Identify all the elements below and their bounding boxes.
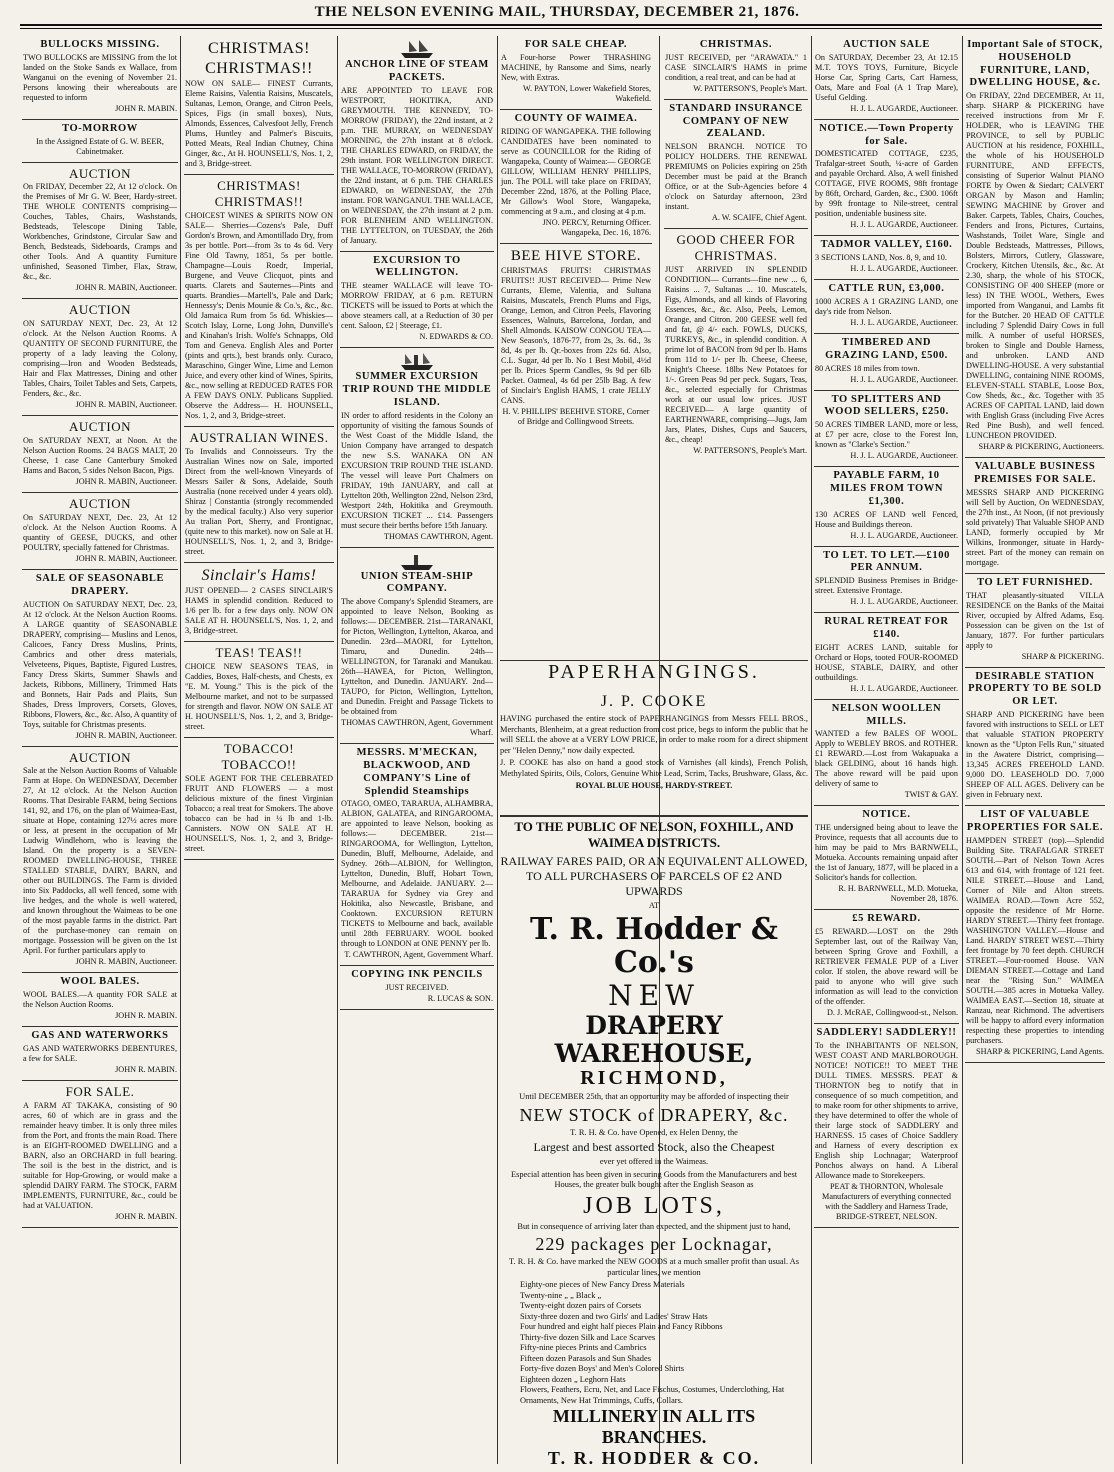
ad-signature: JOHN R. MABIN. xyxy=(115,103,177,113)
ad-body: NOW ON SALE— FINEST Currants, Eleme Raisins, Valentia Raisins, Muscatels, Sultanas, Lemon, Orange, and Citron Peels, Spices, Figs (in small boxes), Nuts, Almonds, Essences, Calvesfoot Jelly, French Plums, Huntley and Palmer's Biscuits, Potted Meats, Real Indian Chutney, China Ginger, &c., At H. HOUNSELL'S, Nos. 1, 2, and 3, Bridge-street. xyxy=(185,79,333,169)
list-item: Four hundred and eight half pieces Plain and Fancy Ribbons xyxy=(520,1322,723,1331)
hodder-job-lots: JOB LOTS, xyxy=(583,1192,725,1219)
ad-signature: JOHN R. MABIN. xyxy=(115,1065,177,1075)
ad-title: COPYING INK PENCILS xyxy=(351,969,483,981)
ad-title: UNION STEAM-SHIP COMPANY. xyxy=(360,570,474,595)
ad-title: PAYABLE FARM, 10 MILES FROM TOWN £1,300. xyxy=(829,470,944,507)
ad-body: IN order to afford residents in the Colony an opportunity of visiting the famous Sounds of the West Coast of the Middle Island, the Union Company have arranged to despatch the new S.S. WANAKA ON AN EXCURSION TRIP ROUND THE ISLAND. The vessel will leave Port Chalmers on FRIDAY, 19th JANUARY, and call at Lyttelton 20th, Wellington 22nd, Nelson 23rd, Westport 24th, Hokitika and Greymouth. EXCURSION TICKET ... £14. Passengers must secure their berths before 15th January. xyxy=(341,410,493,530)
ad-signature: H. J. L. AUGARDE, Auctioneer. xyxy=(850,103,958,113)
paperhangings-text-2: J. P. COOKE has also on hand a good stock of Varnishes (all kinds), French Polish, Methylated Spirits, Oils, Colors, Genuine White Lead, Scrim, Tacks, Brushware, Glass, &c. xyxy=(500,758,808,778)
ad-signature: T. CAWTHRON, Agent, Government Wharf. xyxy=(344,950,493,960)
advertisement xyxy=(22,36,178,120)
ad-body: JUST OPENED— 2 CASES SINCLAIR'S HAMS in splendid condition. Reduced to 1/6 per lb. for a few days only. NOW ON SALE AT H. HOUNSELL'S, Nos. 1, 2, and 3, Bridge-street. xyxy=(185,586,333,636)
column-7 xyxy=(965,36,1105,1464)
ad-body: JUST ARRIVED IN SPLENDID CONDITION— Currants—fine new ... 6, Raisins ... 7, Sultanas ... 10. Muscatels, Figs, Almonds, and all kinds of Flavoring Essences, &c., &c. Also, Peels, Lemon, Orange, and Citron. 200 GEESE well fed and fat, @ 4/- each. FOWLS, DUCKS, TURKEYS, &c., in splendid condition. A prime lot of BACON from 9d per lb. Hams from 11d to 1/- per lb. Cheese, Cheese, Knight's Cheese. 18lbs New Potatoes for 1/-. Green Peas 9d per peck. Sugars, Teas, &c., selected especially for Christmas work at our usual low prices. JUST RECEIVED— A large quantity of EARTHENWARE, comprising—Jugs, Jam Jars, Plates, Dishes, Cups and Saucers, &c., cheap! xyxy=(665,264,807,444)
ad-signature: R. LUCAS & SON. xyxy=(427,994,493,1004)
ad-signature: PEAT & THORNTON, Wholesale Manufacturers of everything connected with the Saddlery and Harness Trade, BRIDGE-STREET, NELSON. xyxy=(822,1181,951,1221)
paperhangings-text: HAVING purchased the entire stock of PAPERHANGINGS from Messrs FELL BROS., Merchants, Blenheim, at a great reduction from cost price, begs to inform the public that he will SELL the above at a VERY LOW PRICE, in order to make room for a direct shipment per "Helen Denny," now daily expected. xyxy=(500,714,808,755)
ad-body: MESSRS SHARP AND PICKERING will Sell by Auction, On WEDNESDAY, the 27th inst., At Noon, (if not previously sold privately) That Valuable SHOP AND LAND, formerly occupied by Mr Wilkins, Ironmonger, situate in Hardy-street. Part of the money can remain on mortgage. xyxy=(966,487,1104,567)
advertisement xyxy=(184,563,334,643)
ad-body: 80 ACRES 18 miles from town. xyxy=(815,363,920,373)
ad-body: CHRISTMAS FRUITS! CHRISTMAS FRUITS!! JUST RECEIVED— Prime New Currants, Eleme, Valentia, and Sultana Raisins, Muscatels, French Plums and Figs, Orange, Lemon, and Citron Peels, Flavoring Essences, Walnuts, Barcelona, Jordan, and Shell Almonds. KAISOW CONGOU TEA— New Season's, 1876-77, from 2s, 3s. 6d., 3s 8d, 4s per lb. Qr.-boxes from 22s 6d. Also, C.L. Sugar, 4d per lb. No 1 Best Mobil, 4½d per lb. Prices Sperm Candles, 9s 9d per 6lb Packet. Oatmeal, 4s 6d per 25lb Bag. A few of Sinclair's English HAMS, 1 crate JELLY CANS. xyxy=(501,265,651,405)
ad-title: TO SPLITTERS AND WOOD SELLERS, £250. xyxy=(824,393,949,418)
advertisement xyxy=(965,574,1105,668)
masthead-rule-thin xyxy=(20,28,1102,29)
ad-signature: SHARP & PICKERING, Land Agents. xyxy=(976,1046,1104,1056)
ad-body: SPLENDID Business Premises in Bridge-street. Extensive Frontage. xyxy=(815,576,958,596)
ad-body: SHARP AND PICKERING have been favored with instructions to SELL or LET that valuable STATION PROPERTY known as the "Upton Fells Run," situated in the Awatere District, comprising— 13,345 ACRES FREEHOLD LAND. 9,000 DO. LEASEHOLD DO. 7,000 SHEEP OF ALL AGES. Delivery can be given in February next. xyxy=(966,709,1104,799)
ad-signature: H. J. L. AUGARDE, Auctioneer. xyxy=(850,530,958,540)
advertisement xyxy=(340,348,494,547)
ad-title: GAS AND WATERWORKS xyxy=(31,1030,169,1042)
ad-body: A Four-horse Power THRASHING MACHINE, by Ransome and Sims, nearly New, with Extras. xyxy=(501,52,651,82)
ad-title: TO LET FURNISHED. xyxy=(977,576,1093,588)
list-item: Sixty-three dozen and two Girls' and Ladies' Straw Hats xyxy=(520,1311,708,1321)
hodder-millinery: MILLINERY IN ALL ITS BRANCHES. xyxy=(552,1406,756,1447)
ad-body: NELSON BRANCH. NOTICE TO POLICY HOLDERS. THE RENEWAL PREMIUMS on Policies expiring on 25th December must be paid at the Branch Office, or at the Sub-Agencies before 4 o'clock on Saturday afternoon, 23rd instant. xyxy=(665,142,807,212)
ad-signature: H. J. L. AUGARDE, Auctioneer. xyxy=(850,597,958,607)
column-divider xyxy=(497,36,498,1464)
ad-title: AUCTION xyxy=(69,749,131,765)
hodder-opened: T. R. H. & Co. have Opened, ex Helen Denny, the xyxy=(570,1127,738,1137)
hodder-item-list xyxy=(500,1280,808,1406)
ad-title: Important Sale of STOCK, HOUSEHOLD FURNITURE, LAND, DWELLING HOUSE, &c. xyxy=(967,39,1103,89)
ad-signature: THOMAS CAWTHRON, Agent, Government Wharf. xyxy=(341,718,493,738)
advertisement xyxy=(22,299,178,416)
column-divider xyxy=(811,36,812,1464)
hodder-ever: ever yet offered in the Waimeas. xyxy=(599,1157,709,1166)
ad-signature: H. J. L. AUGARDE, Auctioneer. xyxy=(850,451,958,461)
column-2 xyxy=(184,36,334,1464)
ad-body: On SATURDAY, December 23, At 12.15 M.T. TOYS TOYS, Furniture, Bicycle Horse Car, Spring Carts, Cart Harness, Oats, Mare and Foal (A 1 Trap Mare), Useful Gelding. xyxy=(815,52,958,102)
advertisement xyxy=(500,36,652,110)
ad-title: AUCTION xyxy=(69,165,131,181)
advertisement xyxy=(22,1027,178,1081)
advertisement xyxy=(814,120,959,237)
ad-signature: H. J. L. AUGARDE, Auctioneer. xyxy=(850,264,958,274)
ad-body: The above Company's Splendid Steamers, are appointed to leave Nelson, Booking as follows:— DECEMBER. 21st—TARANAKI, for Picton, Wellington, Lyttelton, Akaroa, and Dunedin. 23rd—MAORI, for Lyttelton, Timaru, and Dunedin. 24th—WELLINGTON, for Taranaki and Manukau. 26th—HAWEA, for Picton, Wellington, Lyttelton, and Dunedin. JANUARY. 2nd—TAUPO, for Picton, Wellington, Lyttelton, and Dunedin. Freight and Passage Tickets to be obtained from xyxy=(341,597,493,717)
ad-signature: W. PATTERSON'S, People's Mart. xyxy=(693,83,807,93)
advertisement xyxy=(814,391,959,468)
ad-title: WOOL BALES. xyxy=(60,976,140,988)
ad-body: JUST RECEIVED, per "ARAWATA." 1 CASE SINCLAIR'S HAMS in prime condition, a real treat, and can be had at xyxy=(665,52,807,82)
ad-body: On FRIDAY, 22nd DECEMBER, At 11, sharp. SHARP & PICKERING have received instructions from Mr F. HOLDER, who is LEAVING THE PROVINCE, to sell by PUBLIC AUCTION at his residence, FOXHILL, the whole of his HOUSEHOLD FURNITURE, AND EFFECTS, consisting of Superior Walnut PIANO FORTE by Owen & Siedart; CALVERT ORGAN by Mason and Hamlin; SEWING MACHINE by Grover and Baker. Carpets, Tables, Chairs, Couches, Fenders and Irons, Pictures, Curtains, Washstands, Toilet Ware, Single and Double Bedsteads, Mattresses, Pillows, Bolsters, Mirrors, Cutlery, Glassware, Crockery, Kitchen Utensils, &c., &c. At 2.30, sharp, the whole of his STOCK, CONSISTING OF 400 SHEEP (more or less) IN THE WOOL, Wethers, Ewes imported from Wanganui, and Lambs fit for the Butcher. 20 HEAD OF CATTLE including 7 Splendid Dairy Cows in full milk. A number of useful HORSES, broken to Single and Double Harness, and unbroken. LAND AND DWELLING-HOUSE. A very substantial DWELLING, containing NINE ROOMS, ELEVEN-STALL STABLE, Loose Box, Cow Sheds, &c., &c. Together with 35 ACRES OF CAPITAL LAND, laid down with English Grass (including Five Acres Red Pine Bush), and well fenced. LUNCHEON PROVIDED. xyxy=(966,91,1104,441)
ad-body: In the Assigned Estate of G. W. BEER, Cabinetmaker. xyxy=(36,136,164,156)
ad-body: OTAGO, OMEO, TARARUA, ALHAMBRA, ALBION, GALATEA, and RINGAROOMA, are appointed to leave Nelson, booking as follows:— DECEMBER. 21st—RINGAROOMA, for Wellington, Lyttelton, Dunedin, Bluff, Melbourne, Adelaide, and Sydney. 26th—ALBION, for Wellington, Lyttelton, Dunedin, Bluff, Hobart Town, Melbourne, and Adelaide. JANUARY. 2—TARARUA for Sydney via Grey and Hokitika, also Newcastle, Brisbane, and Cooktown. EXCURSION RETURN TICKETS to Melbourne and back, available until 28th FEBRUARY. WOOL booked through to LONDON at ONE PENNY per lb. xyxy=(341,799,493,949)
ad-body: AUCTION On SATURDAY NEXT, Dec. 23, At 12 o'clock. At the Nelson Auction Rooms. A LARGE quantity of SEASONABLE DRAPERY, comprising— Muslins and Lenos, Calicoes, Fancy Dress Muslins, Prints, Cambrics and other dress materials, Velveteens, Piques, Baptiste, Figured Lustres, Fancy Dress Skirts, Summer Shawls and Jackets, Ribbons, Millinery, Trimmed Hats and Bonnets, Hair Pads and Plaits, Sun Shades, Dress Improvers, Corsets, Gloves, Ribbons, Flowers, &c., &c. Also, A quantity of Toys, suitable for Christmas presents. xyxy=(23,599,177,729)
ad-body: £5 REWARD.—LOST on the 29th September last, out of the Railway Van, between Spring Grove and Foxhill, a RETRIEVER FEMALE PUP of a Liver color. If stolen, the above reward will be paid to anyone who will give such information as will lead to the conviction of the offender. xyxy=(815,926,958,1006)
steamship-icon xyxy=(341,551,493,571)
ad-signature: N. EDWARDS & CO. xyxy=(419,332,493,342)
ad-title: BEE HIVE STORE. xyxy=(510,247,642,264)
advertisement xyxy=(814,910,959,1024)
list-item: Twenty-eight dozen pairs of Corsets xyxy=(520,1301,642,1310)
list-item: Twenty-nine „ „ Black „ xyxy=(520,1290,602,1300)
column-1 xyxy=(22,36,178,1464)
advertisement xyxy=(340,36,494,252)
ad-signature: JOHN R. MABIN, Auctioneer. xyxy=(75,400,177,410)
ad-title: AUCTION SALE xyxy=(843,39,930,50)
ad-signature: H. J. L. AUGARDE, Auctioneer. xyxy=(850,374,958,384)
advertisement xyxy=(814,613,959,700)
advertisement xyxy=(22,163,178,300)
ad-title: TEAS! TEAS!! xyxy=(215,645,303,661)
ad-signature: THOMAS CAWTHRON, Agent. xyxy=(384,531,493,541)
ad-title: CHRISTMAS. xyxy=(699,39,773,50)
paperhangings-address: ROYAL BLUE HOUSE, HARDY-STREET. xyxy=(575,781,733,790)
hodder-railway: RAILWAY FARES PAID, OR AN EQUIVALENT ALLOWED, TO ALL PURCHASERS OF PARCELS OF £2 AND UPWARDS xyxy=(500,853,808,898)
advertisement xyxy=(340,966,494,1010)
ad-title: ANCHOR LINE OF STEAM PACKETS. xyxy=(345,59,489,83)
advertisement xyxy=(965,458,1105,574)
advertisement xyxy=(814,236,959,280)
advertisement xyxy=(22,416,178,493)
ad-body: 1000 ACRES A 1 GRAZING LAND, one day's ride from Nelson. xyxy=(815,296,958,316)
ad-signature: JOHN R. MABIN, Auctioneer. xyxy=(75,957,177,967)
ad-title: DESIRABLE STATION PROPERTY TO BE SOLD OR LET. xyxy=(968,670,1102,708)
ad-title: EXCURSION TO WELLINGTON. xyxy=(373,254,461,279)
ad-body: THAT pleasantly-situated VILLA RESIDENCE on the Banks of the Maitai River, occupied by Alfred Adams, Esq. Possession can be given on the 1st of January, 1877. For further particulars apply to xyxy=(966,590,1104,650)
advertisement xyxy=(22,1081,178,1228)
list-item: Fifteen dozen Parasols and Sun Shades xyxy=(520,1353,651,1363)
ad-body: GAS AND WATERWORKS DEBENTURES, a few for SALE. xyxy=(23,1044,177,1064)
list-item: Flowers, Feathers, Ecru, Net, and Lace Fischus, Costumes, Underclothing, Hat Ornaments, New Hat Trimmings, Cuffs, Collars. xyxy=(520,1385,785,1405)
hodder-stock: NEW STOCK of DRAPERY, &c. xyxy=(519,1104,789,1125)
hodder-special: Especial attention has been given in securing Goods from the Manufacturers and best Houses, the greater bulk bought after the English Season as xyxy=(510,1169,798,1189)
ad-title: CHRISTMAS! CHRISTMAS!! xyxy=(214,178,304,209)
advertisement xyxy=(184,642,334,738)
ad-title: TIMBERED AND GRAZING LAND, £500. xyxy=(825,336,948,361)
hodder-new: NEW xyxy=(608,979,700,1012)
steamship-icon xyxy=(341,351,493,371)
ad-body: HAMPDEN STREET (top).—Splendid Building Site. TRAFALGAR STREET SOUTH.—Part of Nelson Town Acres 613 and 614, with frontage of 121 feet. NILE STREET.—House and Land, Corner of Nile and Alton streets. WAIMEA ROAD.—Town Acre 552, opposite the residence of Mr Horne. HARDY STREET.—Thirty feet frontage. WASHINGTON VALLEY.—House and Land. HARDY STREET WEST.—Thirty feet frontage by 70 feet depth. CHURCH STREET.—Four-roomed House. VAN DIEMAN STREET.—Cottage and Land near the "Rising Sun." WAIMEA SOUTH.—385 acres in Motueka Valley. WAIMEA EAST.—Section 18, situate at Ranzau, near Richmond. The advertisers will be happy to afford every information respecting these properties to intending purchasers. xyxy=(966,835,1104,1045)
hodder-name: T. R. Hodder & Co.'s xyxy=(530,912,778,980)
ad-title: TOBACCO! TOBACCO!! xyxy=(221,740,297,772)
advertisement xyxy=(22,120,178,163)
ad-body: CHOICEST WINES & SPIRITS NOW ON SALE— Sherries—Cozens's Pale, Duff Gordon's Brown, and Amontillado Dry, from 3s per bottle. Port—from 3s to 4s 6d. Very Fine Old Tawny, 1851, 5s per bottle. Champagne—Louis Roedr, Imperial, Burgene, and Veuve Clicquot, pints and quarts. Clarets and Sauternes—Pints and quarts. Brandies—Martell's, Pale and Dark; Hennessy's; Denis Mounie & Co.'s, &c., &c. Old Jamaica Rum from 5s 6d. Whiskies—Scotch Islay, Lorne, Long John, Dunville's and Kinahan's Irish. Wolfe's Schnapps, Old Tom and Geneva. English Ales and Porter (pints and qrts.), best brands only. Curaco, Maraschino, Ginger Wine, Lime and Lemon Juice, and every other kind of Wines, Spirits, &c., now selling at REDUCED RATES FOR A FEW DAYS ONLY. Publicans Supplied. Observe the Address— H. HOUNSELL, Nos. 1, 2, and 3, Bridge-street. xyxy=(185,210,333,420)
ad-signature: SHARP & PICKERING, Auctioneers. xyxy=(978,442,1104,452)
ad-signature: JOHN R. MABIN, Auctioneer. xyxy=(75,554,177,564)
hodder-footer: T. R. HODDER & CO. xyxy=(547,1448,761,1467)
ad-title: AUSTRALIAN WINES. xyxy=(189,429,329,445)
ad-signature: H. J. L. AUGARDE, Auctioneer. xyxy=(850,220,958,230)
advertisement xyxy=(340,548,494,745)
hodder-intro: TO THE PUBLIC OF NELSON, FOXHILL, AND WAIMEA DISTRICTS. xyxy=(514,819,794,851)
advertisement xyxy=(965,668,1105,806)
ad-body: SOLE AGENT FOR THE CELEBRATED FRUIT AND FLOWERS — a most delicious mixture of the finest Virginian Tobacco; a real treat for Smokers. The above tobacco can be had in ¼ lb and 1-lb. Cannisters. NOW ON SALE AT H. HOUNSELL'S, Nos. 1, 2, and 3, Bridge-street. xyxy=(185,773,333,853)
ad-body: 3 SECTIONS LAND, Nos. 8, 9, and 10. xyxy=(815,253,947,263)
column-divider xyxy=(337,36,338,1464)
advertisement xyxy=(814,700,959,807)
advertisement xyxy=(22,570,178,747)
ad-signature: JOHN R. MABIN, Auctioneer. xyxy=(75,730,177,740)
ad-title: SUMMER EXCURSION TRIP ROUND THE MIDDLE ISLAND. xyxy=(342,371,492,408)
ad-signature: H. J. L. AUGARDE, Auctioneer. xyxy=(850,683,958,693)
ad-signature: JNO. PERCY, Returning Officer. Wangapeka, Dec. 16, 1876. xyxy=(542,217,651,237)
ad-body: On SATURDAY NEXT, at Noon. At the Nelson Auction Rooms. 24 BAGS MALT, 20 Cheese, 1 case Cane Canterbury Smoked Hams and Bacon, 5 sides Nelson Bacon, Pigs. xyxy=(23,436,177,476)
advertisement xyxy=(500,244,652,432)
ad-body: RIDING OF WANGAPEKA. THE following CANDIDATES have been nominated to serve as COUNCILLOR for the Riding of Wangapeka, County of Waimea:— GEORGE GILLOW, WILLIAM HENRY PHILLIPS, jun. The POLL will take place on FRIDAY, December 22nd, 1876, at the Polling Place, Mr Gillow's Wool Store, Wangapeka, commencing at 9 a.m., and closing at 4 p.m. xyxy=(501,126,651,216)
advertisement xyxy=(664,36,808,100)
hodder-marked: T. R. H. & Co. have marked the NEW GOODS at a much smaller profit than usual. As particular lines, we mention xyxy=(509,1257,799,1277)
ad-title: COUNTY OF WAIMEA. xyxy=(514,112,638,124)
advertisement xyxy=(664,100,808,229)
advertisement xyxy=(184,36,334,175)
ad-title: £5 REWARD. xyxy=(852,913,921,925)
advertisement xyxy=(500,110,652,244)
ad-body: On FRIDAY, December 22, At 12 o'clock. On the Premises of Mr G. W. Beer, Hardy-street. THE WHOLE CONTENTS comprising— Couches, Tables, Chairs, Washstands, Bedsteads, Telescope Dining Table, Workbenches, Grindstone, Circular Saw and Bench, Bedsteads, Sideboards, Cramps and other Tools. And A quantity Furniture unfinished, Seasoned Timber, Flax, Straw, &c., &c. xyxy=(23,182,177,282)
paperhangings-body xyxy=(500,690,808,810)
advertisement xyxy=(814,280,959,334)
ad-title: BULLOCKS MISSING. xyxy=(40,39,160,50)
list-item: Thirty-five dozen Silk and Lace Scarves xyxy=(520,1332,656,1342)
advertisement xyxy=(22,747,178,974)
advertisement xyxy=(664,229,808,461)
hodder-until: Until DECEMBER 25th, that an opportunity may be afforded of inspecting their xyxy=(519,1092,789,1101)
ad-signature: JOHN R. MABIN, Auctioneer. xyxy=(75,477,177,487)
ad-title: NOTICE.—Town Property for Sale. xyxy=(819,122,954,147)
ad-signature: H. J. L. AUGARDE, Auctioneer. xyxy=(850,317,958,327)
list-item: Eighty-one pieces of New Fancy Dress Materials xyxy=(520,1280,685,1289)
advertisement xyxy=(184,738,334,860)
hodder-shipment: But in consequence of arriving later than expected, and the shipment just to hand, xyxy=(517,1221,791,1231)
ad-title: TADMOR VALLEY, £160. xyxy=(820,239,953,251)
ad-title: MESSRS. M'MECKAN, BLACKWOOD, AND COMPANY'S Line of Splendid Steamships xyxy=(356,747,478,797)
ad-title: SALE OF SEASONABLE DRAPERY. xyxy=(35,573,165,597)
ad-signature: TWIST & GAY. xyxy=(904,790,958,800)
advertisement xyxy=(814,36,959,120)
advertisement xyxy=(340,252,494,349)
ad-body: THE steamer WALLACE will leave TO-MORROW FRIDAY, at 6 p.m. RETURN TICKETS will be issued to Ports at which the above steamers call, at a Reduction of 30 per cent. Saloon, £2 | Steerage, £1. xyxy=(341,281,493,331)
ad-body: EIGHT ACRES LAND, suitable for Orchard or Hops, tooted FOUR-ROOMED HOUSE, STABLE, DAIRY, and other outbuildings. xyxy=(815,642,958,682)
ad-body: CHOICE NEW SEASON'S TEAS, in Caddies, Boxes, Half-chests, and Chests, ex "E. M. Young." This is the pick of the Melbourne market, and not to be surpassed for strength and flavor. NOW ON SALE AT H. HOUNSELL'S, Nos. 1, 2, and 3, Bridge-street. xyxy=(185,661,333,731)
hodder-advert xyxy=(500,815,808,1467)
ad-signature: W. PATTERSON'S, People's Mart. xyxy=(693,445,807,455)
advertisement xyxy=(814,806,959,910)
ad-signature: SHARP & PICKERING. xyxy=(1021,651,1104,661)
ad-title: GOOD CHEER FOR CHRISTMAS. xyxy=(676,232,796,264)
ad-signature: A. W. SCAIFE, Chief Agent. xyxy=(711,213,807,223)
ad-body: 50 ACRES TIMBER LAND, more or less, at £7 per acre, close to the Forest Inn, known as "Clarke's Section." xyxy=(815,420,958,450)
hodder-largest: Largest and best assorted Stock, also the Cheapest xyxy=(533,1140,775,1154)
ad-body: On SATURDAY NEXT, Dec. 23, At 12 o'clock. At the Nelson Auction Rooms. A quantity of GEESE, DUCKS, and other POULTRY, specially fattened for Christmas. xyxy=(23,513,177,553)
masthead: THE NELSON EVENING MAIL, THURSDAY, DECEMBER 21, 1876. xyxy=(314,4,800,20)
ad-body: ON SATURDAY NEXT, Dec. 23, At 12 o'clock. At the Nelson Auction Rooms. A QUANTITY OF SECOND FURNITURE, the property of a lady leaving the Colony, comprising—Iron and Wooden Bedsteads, Hair and Flax Mattresses, Dining and other Tables, Chairs, Toilet Tables and Sets, Carpets, Fenders, &c., &c. xyxy=(23,319,177,399)
advertisement xyxy=(184,175,334,427)
hodder-warehouse: DRAPERY WAREHOUSE, xyxy=(554,1011,754,1068)
advertisement xyxy=(22,493,178,570)
paperhangings-name: J. P. COOKE xyxy=(600,693,708,710)
ad-title: AUCTION xyxy=(69,419,131,435)
ad-title: SADDLERY! SADDLERY!! xyxy=(816,1026,957,1038)
ad-title: VALUABLE BUSINESS PREMISES FOR SALE. xyxy=(974,461,1096,485)
ad-title: CHRISTMAS! CHRISTMAS!! xyxy=(205,40,313,77)
advertisement xyxy=(340,744,494,966)
ad-signature: D. J. McRAE, Collingwood-st., Nelson. xyxy=(827,1007,958,1017)
advertisement xyxy=(814,334,959,391)
column-6 xyxy=(814,36,959,1464)
masthead-rule xyxy=(20,24,1102,26)
ad-body: THE undersigned being about to leave the Province, requests that all accounts due to him may be paid to Mrs BARNWELL, Motueka. Accounts remaining unpaid after the 1st of January, 1877, will be placed in a Solicitor's hands for collection. xyxy=(815,823,958,883)
ad-signature: H. V. PHILLIPS' BEEHIVE STORE, Corner of Bridge and Collingwood Streets. xyxy=(502,406,650,426)
ship-icon xyxy=(341,39,493,59)
ad-title: AUCTION xyxy=(69,302,131,318)
ad-body: 130 ACRES OF LAND well Fenced, House and Buildings thereon. xyxy=(815,509,958,529)
ad-body: WANTED a few BALES OF WOOL. Apply to WEBLEY BROS. and ROTHER. £1 REWARD.—Lost from Wakapuaka a black GELDING, about 16 hands high. The above reward will be paid upon delivery of same to xyxy=(815,729,958,789)
ad-body: A FARM AT TAKAKA, consisting of 90 acres, 60 of which are in grass and the remainder heavy timber. It is only three miles from the Port, and fronts the main Road. There is an EIGHT-ROOMED DWELLING and a BARN, also an ORCHARD in full bearing. The soil is the best in the district, and is suitable for Hop-Growing, or would make a splendid DAIRY FARM. The STOCK, FARM IMPLEMENTS, FURNITURE, &c., could be had at VALUATION. xyxy=(23,1100,177,1210)
column-divider xyxy=(180,36,181,1464)
list-item: Forty-five dozen Boys' and Men's Colored Shirts xyxy=(520,1364,684,1373)
ad-signature: JOHN R. MABIN, Auctioneer. xyxy=(75,283,177,293)
ad-body: Sale at the Nelson Auction Rooms of Valuable Farm at Hope. On WEDNESDAY, December 27, At 12 o'clock. At the Nelson Auction Rooms. That Desirable FARM, being Sections 141, 92, and 176, on the plan of Waimea-East, situate at Hope, containing 127½ acres more or less, at present in the occupation of Mr Ludwig Windlehorn, who is leaving the Island. On the property is a SEVEN-ROOMED DWELLING-HOUSE, THREE STALLED STABLE, DAIRY, BARN, and other out BUILDINGS. The Farm is divided into Six Paddocks, all well fenced, some with live hedges, and the whole is well watered, and known throughout the Waimeas to be one of the most payable farms in the district. Part of the purchase-money can remain on mortgage. Possession will be given on the 1st April. For further particulars apply to xyxy=(23,766,177,956)
ad-signature: JOHN R. MABIN. xyxy=(115,1211,177,1221)
ad-signature: W. PAYTON, Lower Wakefield Stores, Wakefield. xyxy=(523,83,651,103)
column-divider xyxy=(962,36,963,1464)
column-3 xyxy=(340,36,494,1464)
ad-body: WOOL BALES.—A quantity FOR SALE at the Nelson Auction Rooms. xyxy=(23,990,177,1010)
ad-title: NOTICE. xyxy=(862,809,911,821)
column-5 xyxy=(664,36,808,656)
hodder-place: RICHMOND, xyxy=(580,1067,728,1089)
advertisement xyxy=(814,547,959,614)
list-item: Fifty-nine pieces Prints and Cambrics xyxy=(520,1343,647,1352)
advertisement xyxy=(184,427,334,563)
list-item: Eighteen dozen „ Leghorn Hats xyxy=(520,1374,626,1384)
hodder-packages: 229 packages per Locknagar, xyxy=(535,1234,773,1254)
advertisement xyxy=(814,467,959,546)
ad-body: To the INHABITANTS OF NELSON, WEST COAST AND MARLBOROUGH. NOTICE! NOTICE!! TO MEET THE DULL TIMES. MESSRS. PEAT & THORNTON beg to notify that in consequence of so much competition, and to make room for other shipments to arrive, they have determined to offer the whole of their large stock of SADDLERY and HARNESS. 15 cases of Choice Saddlery and Harness of every description ex English ship Lochnagar; Waterproof Ponchos always on hand. A Liberal Allowance made to Storekeepers. xyxy=(815,1040,958,1180)
ad-title: RURAL RETREAT FOR £140. xyxy=(824,616,949,640)
ad-title: TO LET. TO LET.—£100 PER ANNUM. xyxy=(823,549,950,574)
ad-body: To Invalids and Connoisseurs. Try the Australian Wines now on Sale, imported Direct from the well-known Vineyards of Messrs Sailer & Sons, Adelaide, South Australia (none received under 4 years old). Shiraz | Constantia (strongly recommended by the medical faculty.) Also very superior Au tralian Port, Sherry, and Frontignac, (quite new to this market). now on Sale at H. HOUNSELL'S, Nos. 1, 2, and 3, Bridge-street. xyxy=(185,446,333,556)
ad-title: FOR SALE. xyxy=(65,1084,135,1100)
ad-title: FOR SALE CHEAP. xyxy=(524,39,628,50)
ad-title: Sinclair's Hams! xyxy=(201,566,317,584)
ad-title: TO-MORROW xyxy=(62,122,138,134)
advertisement xyxy=(965,36,1105,458)
ad-signature: JOHN R. MABIN. xyxy=(115,1011,177,1021)
advertisement xyxy=(965,806,1105,1063)
advertisement xyxy=(814,1024,959,1228)
ad-title: AUCTION xyxy=(69,496,131,512)
advertisement xyxy=(22,973,178,1027)
ad-body: JUST RECEIVED. xyxy=(385,983,449,993)
ad-title: STANDARD INSURANCE COMPANY OF NEW ZEALAND. xyxy=(669,102,803,140)
ad-body: TWO BULLOCKS are MISSING from the lot landed on the Stoke Sands ex Wallace, from Wanganui on the evening of November 21. Persons knowing their whereabouts are requested to inform xyxy=(23,52,177,102)
ad-body: DOMESTICATED COTTAGE, £235, Trafalgar-street South, ¼-acre of Garden and payable Orchard. Also, A well finished COTTAGE, FIVE ROOMS, 98ft frontage by 86ft, Orchard, Garden, &c., £300. 106ft by 99ft frontage to Nile-street, central position, undeniable business site. xyxy=(815,149,958,219)
ad-title: NELSON WOOLLEN MILLS. xyxy=(831,702,942,727)
ad-signature: R. H. BARNWELL, M.D. Motueka, November 28, 1876. xyxy=(838,884,958,904)
paperhangings-title: PAPERHANGINGS. xyxy=(548,661,760,683)
hodder-at: AT xyxy=(648,900,660,910)
ad-title: LIST OF VALUABLE PROPERTIES FOR SALE. xyxy=(966,808,1104,833)
column-4 xyxy=(500,36,652,656)
ad-body: ARE APPOINTED TO LEAVE FOR WESTPORT, HOKITIKA, AND GREYMOUTH. THE KENNEDY, TO-MORROW (FRIDAY), the 22nd instant, at 2 p.m. THE MURRAY, on WEDNESDAY MORNING, the 27th instant at 8 o'clock. THE CHARLES EDWARD, on FRIDAY, the 29th instant. FOR WELLINGTON DIRECT. THE WALLACE, TO-MORROW (FRIDAY), the 22nd instant, at 6 p.m. THE CHARLES EDWARD, on WEDNESDAY, the 27th instant. FOR WANGANUI. THE WALLACE, on WEDNESDAY, the 27th instant at 2 p.m. FOR BLENHEIM AND WELLINGTON. THE LYTTELTON, on TUESDAY, the 26th of January. xyxy=(341,85,493,245)
ad-title: CATTLE RUN, £3,000. xyxy=(828,283,945,295)
